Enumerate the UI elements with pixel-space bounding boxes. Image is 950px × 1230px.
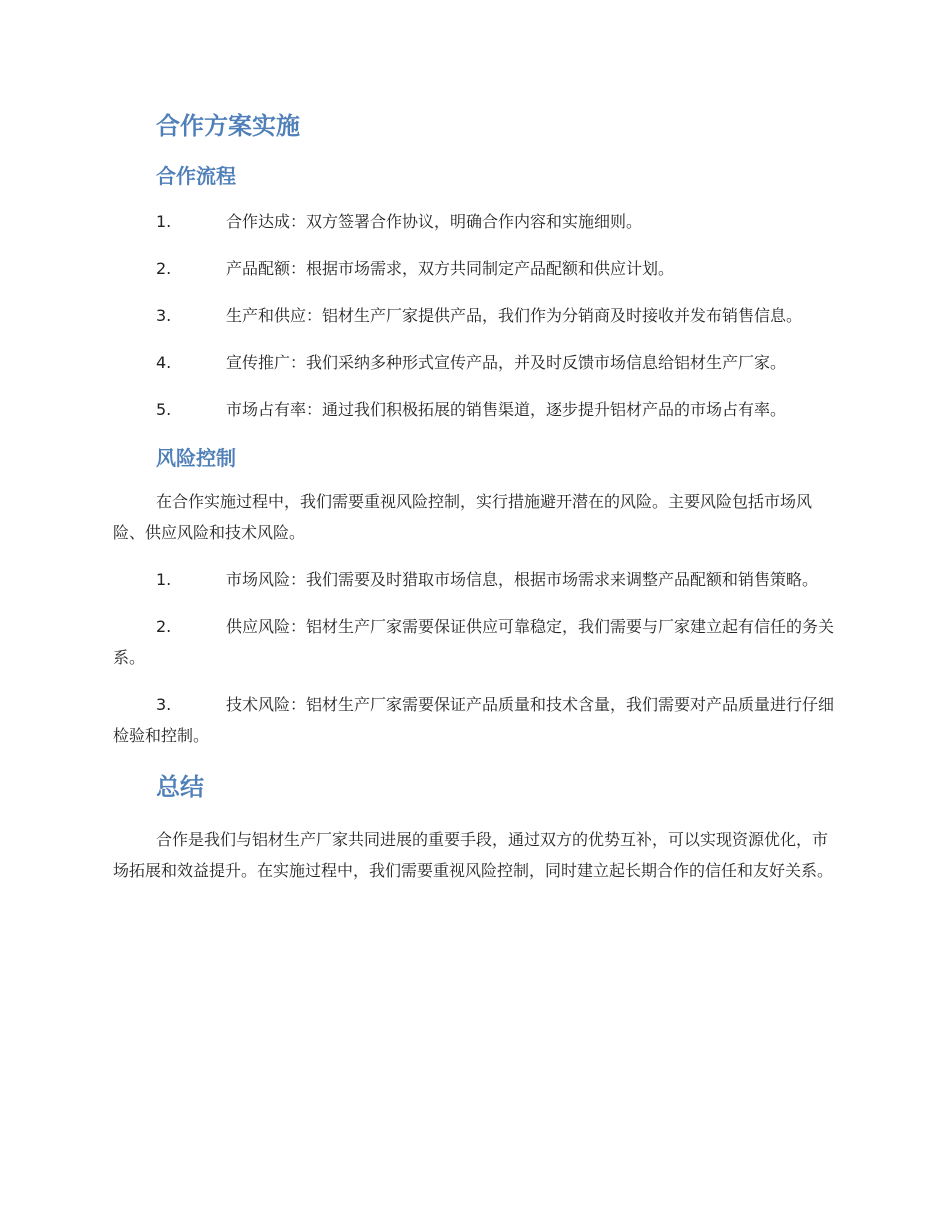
list-text: 供应风险：铝材生产厂家需要保证供应可靠稳定，我们需要与厂家建立起有信任的务关系。 xyxy=(113,617,835,667)
process-item-5 xyxy=(113,394,839,425)
list-text: 市场占有率：通过我们积极拓展的销售渠道，逐步提升铝材产品的市场占有率。 xyxy=(226,400,787,419)
list-text: 技术风险：铝材生产厂家需要保证产品质量和技术含量，我们需要对产品质量进行仔细检验和控制。 xyxy=(113,695,835,745)
document-content xyxy=(113,104,839,902)
list-text: 生产和供应：铝材生产厂家提供产品，我们作为分销商及时接收并发布销售信息。 xyxy=(226,306,803,325)
page-title: 合作方案实施 xyxy=(156,112,300,140)
risk-item-1 xyxy=(113,564,839,595)
section-heading-risk: 风险控制 xyxy=(156,446,236,470)
list-number: 1. xyxy=(156,570,172,589)
process-item-4 xyxy=(113,347,839,378)
process-item-3 xyxy=(113,300,839,331)
list-number: 1. xyxy=(156,212,172,231)
list-number: 2. xyxy=(156,259,172,278)
list-text: 宣传推广：我们采纳多种形式宣传产品，并及时反馈市场信息给铝材生产厂家。 xyxy=(226,353,787,372)
list-text: 合作达成：双方签署合作协议，明确合作内容和实施细则。 xyxy=(226,212,643,231)
section-heading-summary: 总结 xyxy=(156,773,204,801)
process-item-1 xyxy=(113,206,839,237)
risk-intro-paragraph: 在合作实施过程中，我们需要重视风险控制，实行措施避开潜在的风险。主要风险包括市场风险、供应风险和技术风险。 xyxy=(113,492,813,542)
risk-item-2 xyxy=(113,611,839,673)
list-text: 市场风险：我们需要及时猎取市场信息，根据市场需求来调整产品配额和销售策略。 xyxy=(226,570,819,589)
list-number: 3. xyxy=(156,306,172,325)
risk-item-3 xyxy=(113,689,839,751)
summary-paragraph: 合作是我们与铝材生产厂家共同进展的重要手段，通过双方的优势互补，可以实现资源优化，市场拓展和效益提升。在实施过程中，我们需要重视风险控制，同时建立起长期合作的信任和友好关系。 xyxy=(113,830,834,880)
list-number: 4. xyxy=(156,353,172,372)
list-number: 5. xyxy=(156,400,172,419)
list-number: 2. xyxy=(156,617,172,636)
section-heading-process: 合作流程 xyxy=(156,164,236,188)
process-item-2 xyxy=(113,253,839,284)
list-number: 3. xyxy=(156,695,172,714)
list-text: 产品配额：根据市场需求，双方共同制定产品配额和供应计划。 xyxy=(226,259,675,278)
